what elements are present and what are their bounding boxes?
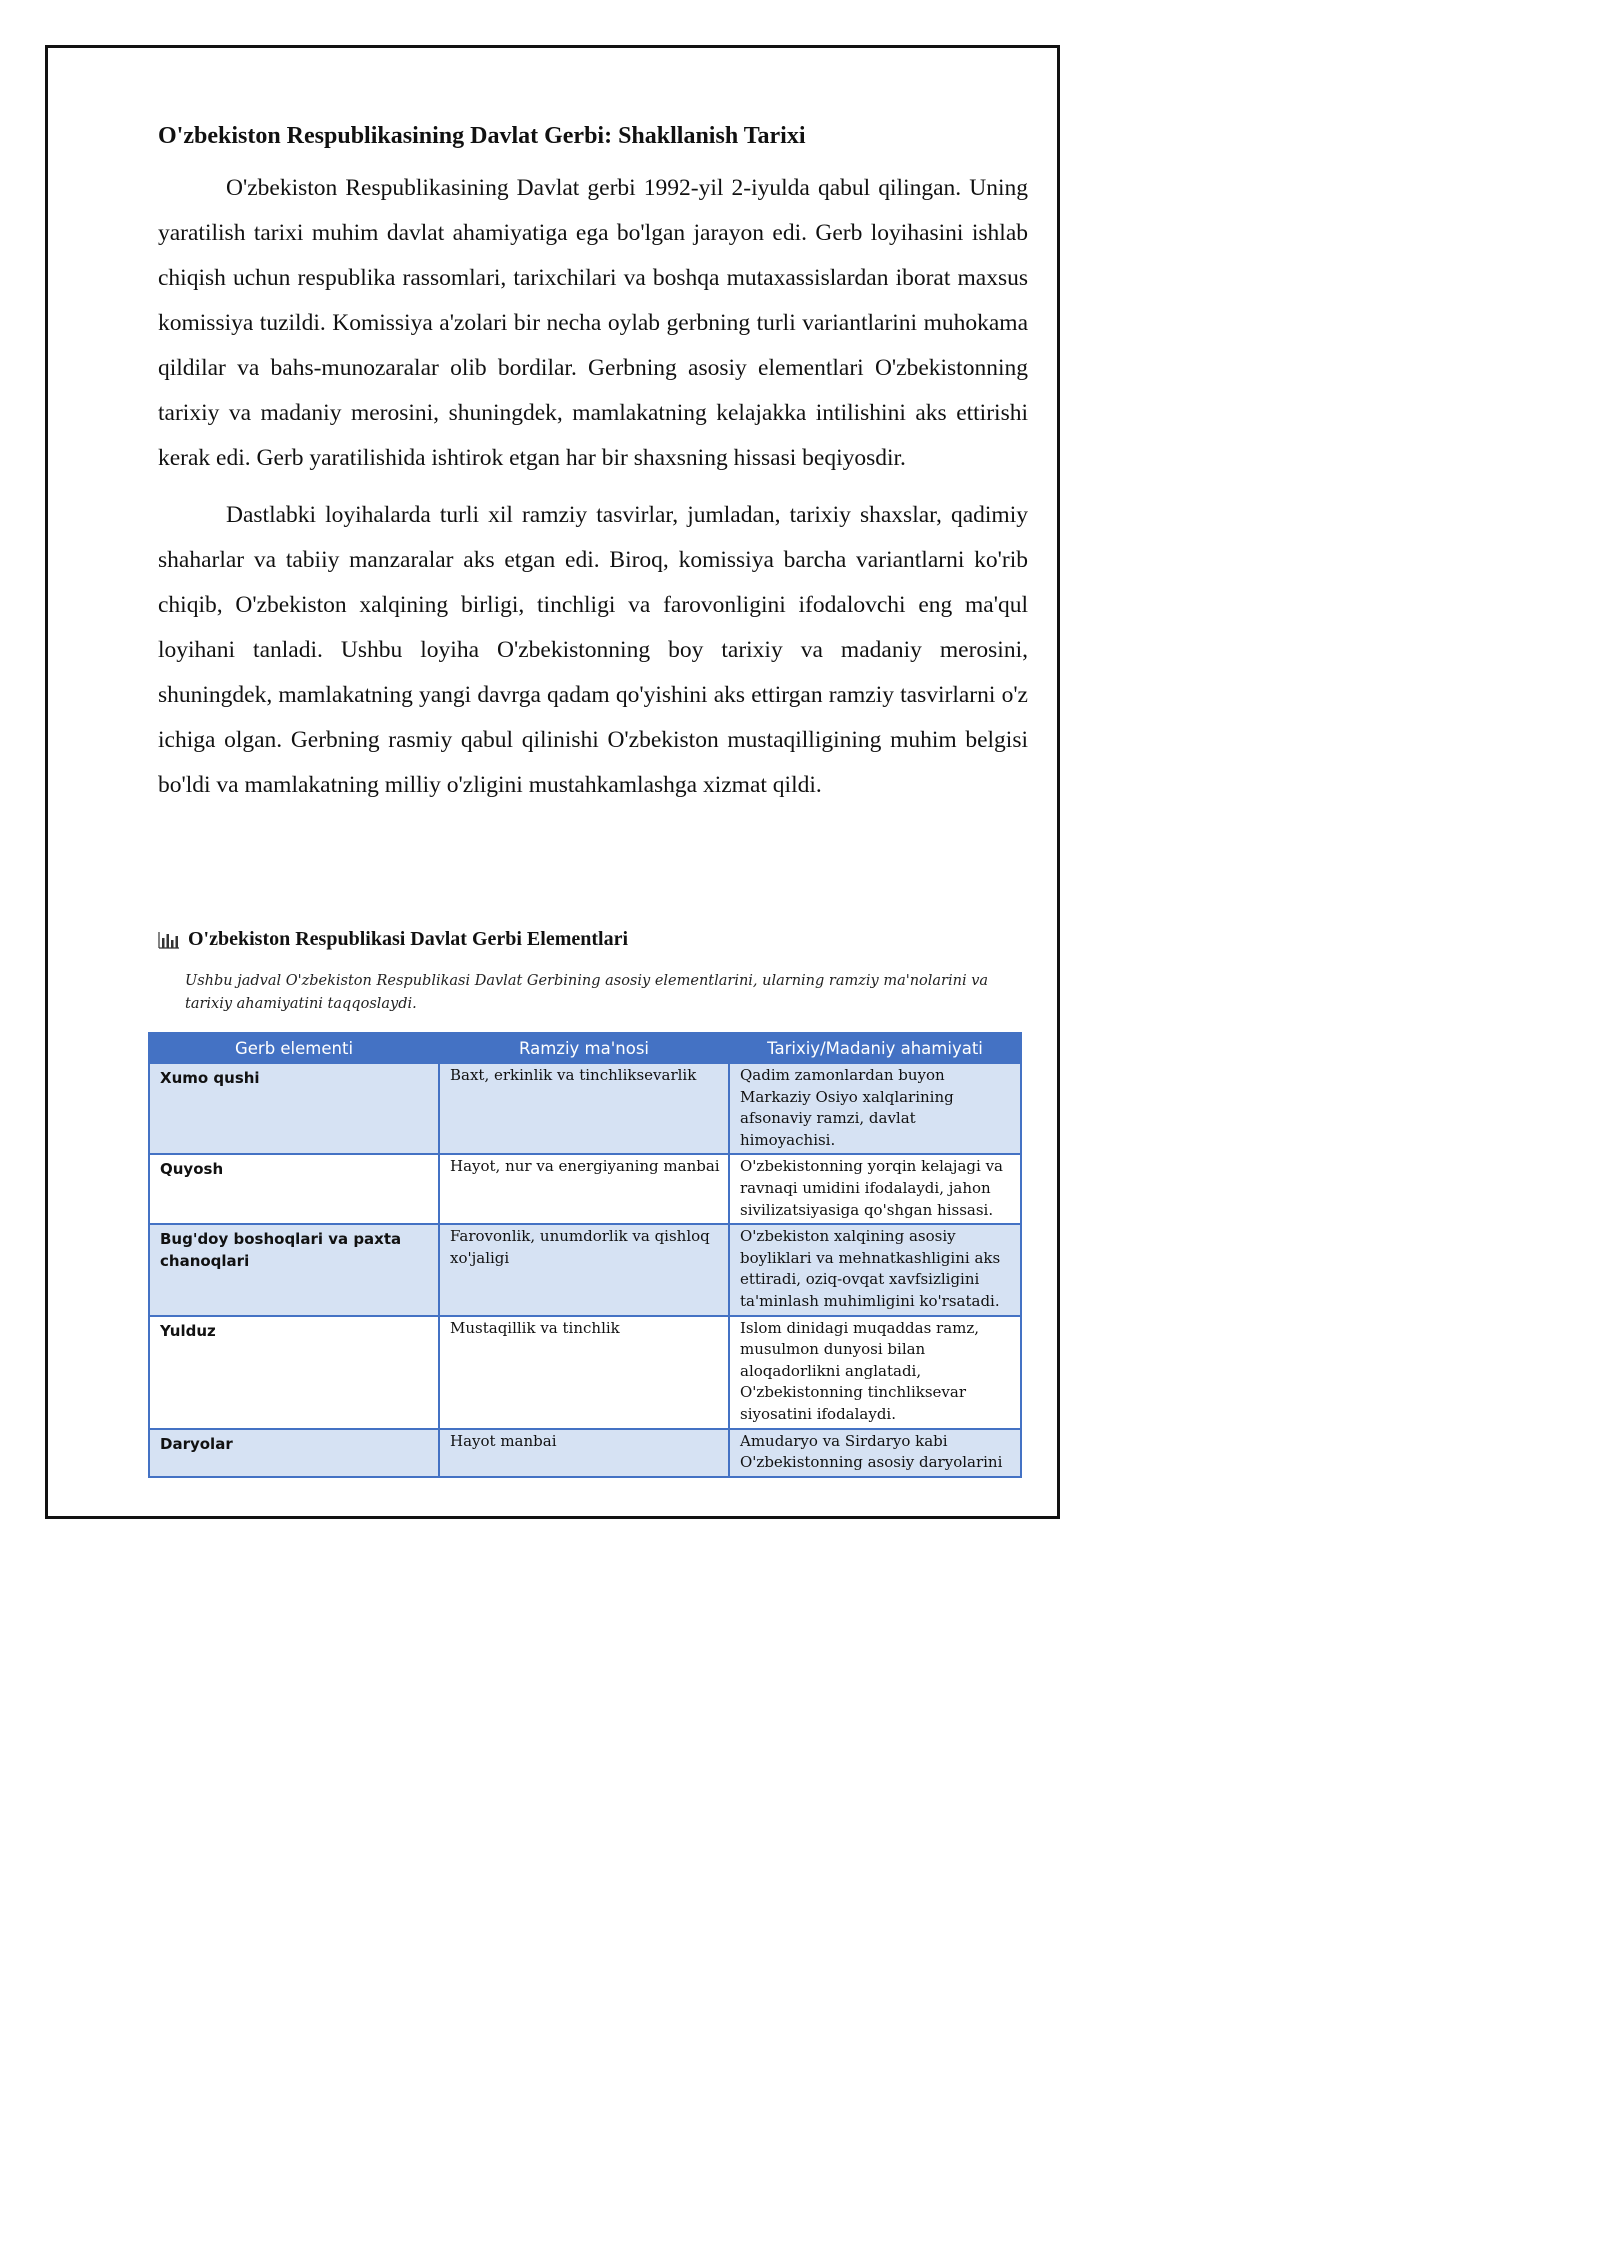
- document-body: [158, 116, 1028, 820]
- paragraph-1: O'zbekiston Respublikasining Davlat gerbi 1992-yil 2-iyulda qabul qilingan. Uning yaratilish tarixi muhim davlat ahamiyatiga ega bo'lgan jarayon edi. Gerb loyihasini ishlab chiqish uchun respublika rassomlari, tarixchilari va boshqa mutaxassislardan iborat maxsus komissiya tuzildi. Komissiya a'zolari bir necha oylab gerbning turli variantlarini muhokama qildilar va bahs-munozaralar olib bordilar. Gerbning asosiy elementlari O'zbekistonning tarixiy va madaniy merosini, shuningdek, mamlakatning kelajakka intilishini aks ettirishi kerak edi. Gerb yaratilishida ishtirok etgan har bir shaxsning hissasi beqiyosdir.: [158, 175, 1028, 471]
- column-header-meaning: Ramziy ma'nosi: [439, 1033, 729, 1063]
- table-row: [149, 1316, 1021, 1429]
- table-row: [149, 1224, 1021, 1315]
- element-cell: Quyosh: [149, 1154, 439, 1224]
- element-cell: Bug'doy boshoqlari va paxta chanoqlari: [149, 1224, 439, 1315]
- significance-cell: O'zbekistonning yorqin kelajagi va ravnaqi umidini ifodalaydi, jahon sivilizatsiyasiga qo'shgan hissasi.: [729, 1154, 1021, 1224]
- meaning-cell: Baxt, erkinlik va tinchliksevarlik: [439, 1063, 729, 1154]
- significance-cell: O'zbekiston xalqining asosiy boyliklari va mehnatkashligini aks ettiradi, oziq-ovqat xavfsizligini ta'minlash muhimligini ko'rsatadi.: [729, 1224, 1021, 1315]
- significance-cell: Islom dinidagi muqaddas ramz, musulmon dunyosi bilan aloqadorlikni anglatadi, O'zbekistonning tinchliksevar siyosatini ifodalaydi.: [729, 1316, 1021, 1429]
- meaning-cell: Hayot manbai: [439, 1429, 729, 1477]
- element-cell: Yulduz: [149, 1316, 439, 1429]
- table-row: [149, 1154, 1021, 1224]
- document-title: O'zbekiston Respublikasining Davlat Gerbi: Shakllanish Tarixi: [158, 123, 806, 149]
- elements-table: [148, 1032, 1022, 1478]
- element-cell: Xumo qushi: [149, 1063, 439, 1154]
- significance-cell: Qadim zamonlardan buyon Markaziy Osiyo xalqlarining afsonaviy ramzi, davlat himoyachisi.: [729, 1063, 1021, 1154]
- column-header-significance: Tarixiy/Madaniy ahamiyati: [729, 1033, 1021, 1063]
- significance-cell: Amudaryo va Sirdaryo kabi O'zbekistonning asosiy daryolarini: [729, 1429, 1021, 1477]
- meaning-cell: Hayot, nur va energiyaning manbai: [439, 1154, 729, 1224]
- table-row: [149, 1063, 1021, 1154]
- table-heading-text: O'zbekiston Respublikasi Davlat Gerbi Elementlari: [188, 928, 629, 950]
- meaning-cell: Farovonlik, unumdorlik va qishloq xo'jaligi: [439, 1224, 729, 1315]
- table-caption: Ushbu jadval O'zbekiston Respublikasi Davlat Gerbining asosiy elementlarini, ularning ramziy ma'nolarini va tarixiy ahamiyatini taqqoslaydi.: [185, 973, 989, 1012]
- element-cell: Daryolar: [149, 1429, 439, 1477]
- table-row: [149, 1429, 1021, 1477]
- table-heading: [158, 928, 628, 951]
- column-header-element: Gerb elementi: [149, 1033, 439, 1063]
- paragraph-2: Dastlabki loyihalarda turli xil ramziy tasvirlar, jumladan, tarixiy shaxslar, qadimiy shaharlar va tabiiy manzaralar aks etgan edi. Biroq, komissiya barcha variantlarni ko'rib chiqib, O'zbekiston xalqining birligi, tinchligi va farovonligini ifodalovchi eng ma'qul loyihani tanladi. Ushbu loyiha O'zbekistonning boy tarixiy va madaniy merosini, shuningdek, mamlakatning yangi davrga qadam qo'yishini aks ettirgan ramziy tasvirlarni o'z ichiga olgan. Gerbning rasmiy qabul qilinishi O'zbekiston mustaqilligining muhim belgisi bo'ldi va mamlakatning milliy o'zligini mustahkamlashga xizmat qildi.: [158, 502, 1028, 798]
- table-header-row: [149, 1033, 1021, 1063]
- bar-chart-icon: [158, 931, 180, 949]
- meaning-cell: Mustaqillik va tinchlik: [439, 1316, 729, 1429]
